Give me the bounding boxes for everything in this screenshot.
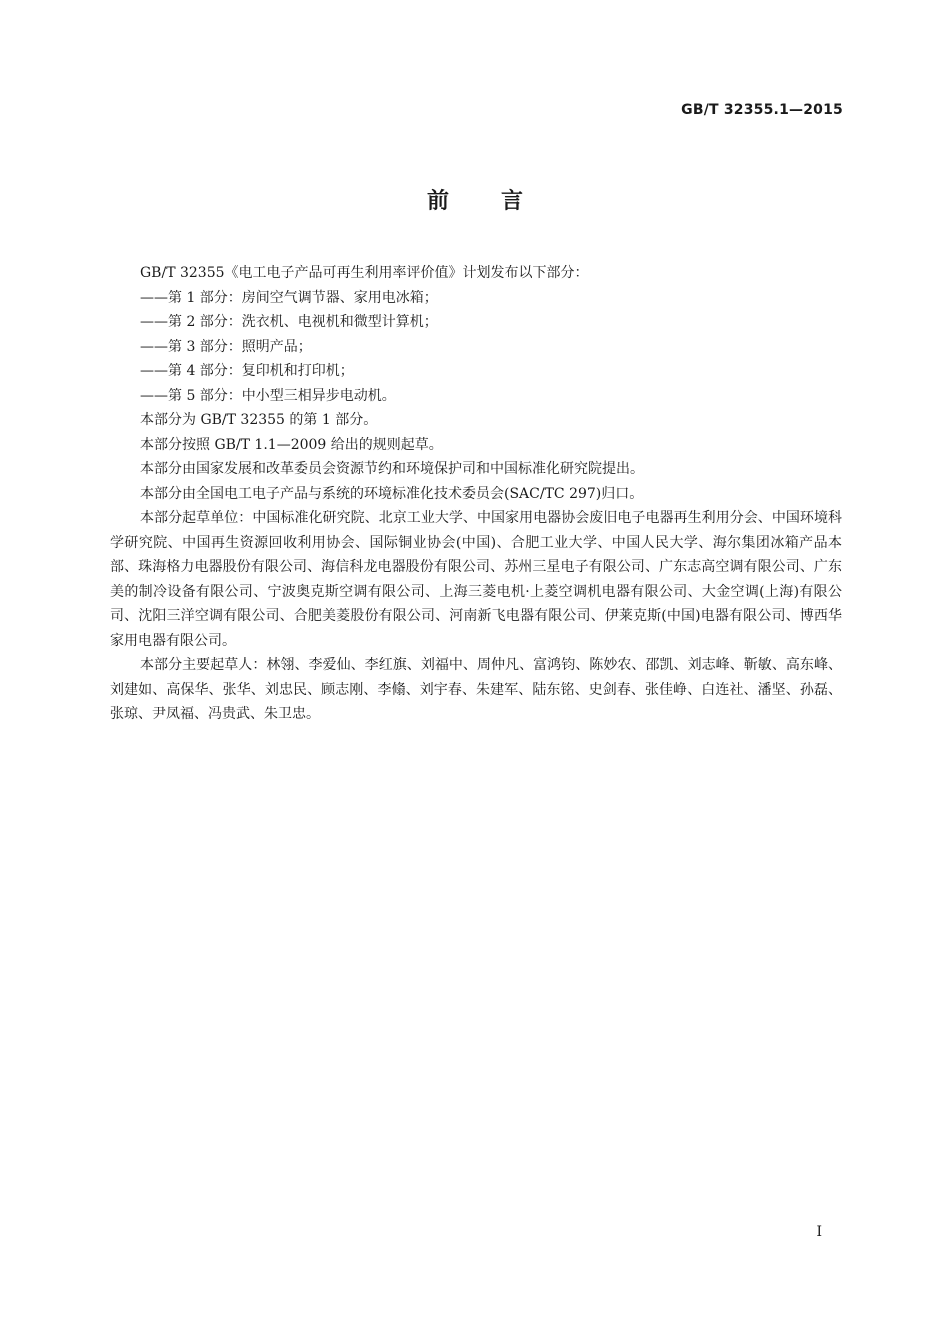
list-item-part-1: ——第 1 部分：房间空气调节器、家用电冰箱； [140,289,438,306]
list-item-part-3: ——第 3 部分：照明产品； [140,338,312,355]
paragraph-proposer: 本部分由国家发展和改革委员会资源节约和环境保护司和中国标准化研究院提出。 [140,461,644,477]
paragraph-drafting-units: 本部分起草单位：中国标准化研究院、北京工业大学、中国家用电器协会废旧电子电器再生利用分会、中国环境科学研究院、中国再生资源回收利用协会、国际铜业协会(中国)、合肥工业大学、中国人民大学、海尔集团冰箱产品本部、珠海格力电器股份有限公司、海信科龙电器股份有限公司、苏州三星电子有限公司、广东志高空调有限公司、广东美的制冷设备有限公司、宁波奥克斯空调有限公司、上海三菱电机·上菱空调机电器有限公司、大金空调(上海)有限公司、沈阳三洋空调有限公司、合肥美菱股份有限公司、河南新飞电器有限公司、伊莱克斯(中国)电器有限公司、博西华家用电器有限公司。 [110,510,842,649]
list-item-part-4: ——第 4 部分：复印机和打印机； [140,363,354,379]
page-title: 前言 [426,189,575,214]
page-number: I [816,1224,822,1240]
document-body [110,261,842,727]
paragraph-drafting-rules: 本部分按照 GB/T 1.1—2009 给出的规则起草。 [140,436,443,453]
paragraph-drafters: 本部分主要起草人：林翎、李爱仙、李红旗、刘福中、周仲凡、富鸿钧、陈妙农、邵凯、刘志峰、靳敏、高东峰、刘建如、高保华、张华、刘忠民、顾志刚、李翛、刘宇春、朱建军、陆东铭、史剑春、张佳峥、白连社、潘坚、孙磊、张琼、尹凤福、冯贵武、朱卫忠。 [110,657,842,722]
standard-number: GB/T 32355.1—2015 [681,102,843,118]
paragraph-responsible-committee: 本部分由全国电工电子产品与系统的环境标准化技术委员会(SAC/TC 297)归口。 [140,485,644,502]
paragraph-intro: GB/T 32355《电工电子产品可再生利用率评价值》计划发布以下部分： [140,265,589,281]
list-item-part-2: ——第 2 部分：洗衣机、电视机和微型计算机； [140,314,438,330]
paragraph-part-statement: 本部分为 GB/T 32355 的第 1 部分。 [140,412,378,428]
list-item-part-5: ——第 5 部分：中小型三相异步电动机。 [140,387,396,404]
